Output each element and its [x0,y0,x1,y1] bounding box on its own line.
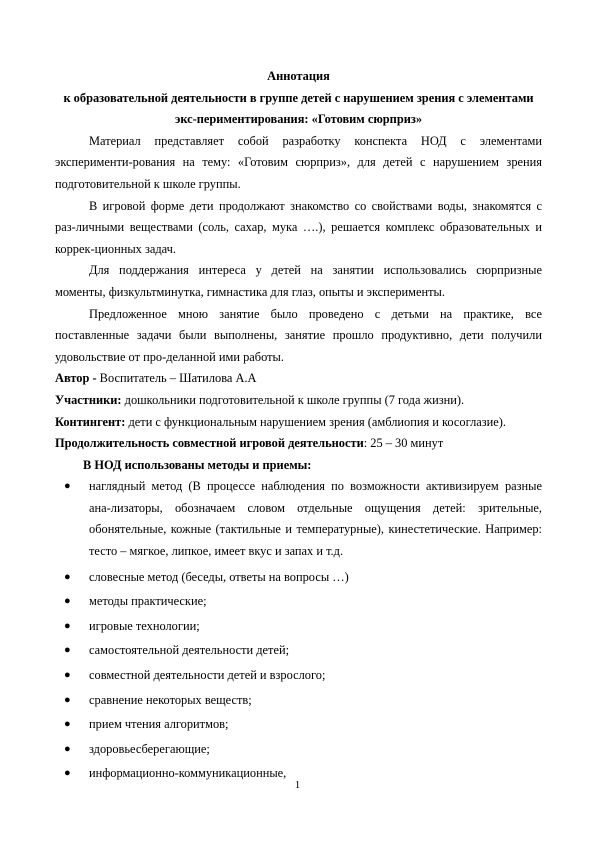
author-value: Воспитатель – Шатилова А.А [96,371,257,386]
bullet-icon: ● [64,570,71,583]
bullet-icon: ● [64,595,71,608]
participants-row [55,390,542,412]
contingent-row [55,412,542,434]
document-title: Аннотация [267,69,330,83]
bullet-icon: ● [64,669,71,682]
list-item-text: совместной деятельности детей и взрослого; [89,668,326,683]
bullet-icon: ● [64,619,71,632]
methods-list [55,476,542,785]
bullet-icon: ● [64,480,71,493]
duration-value: : 25 – 30 минут [363,436,444,451]
list-item [55,665,542,687]
paragraph-2: В игровой форме дети продолжают знакомство со свойствами воды, знакомятся с раз-личными веществами (соль, сахар, мука ….), решается комплекс образовательных и коррек-ционных задач. [55,198,542,256]
list-item-text: игровые технологии; [89,618,200,633]
list-item-text: прием чтения алгоритмов; [89,717,229,732]
list-item-text: сравнение некоторых веществ; [89,692,252,707]
bullet-icon: ● [64,718,71,731]
list-item [55,690,542,712]
duration-label: Продолжительность совместной игровой деятельности [55,436,364,451]
participants-label: Участники: [55,392,122,407]
bullet-icon: ● [64,767,71,780]
list-item-text: самостоятельной деятельности детей; [89,643,290,658]
page-number: 1 [294,779,301,791]
document-content [55,66,542,785]
bullet-icon: ● [64,742,71,755]
list-item-text: информационно-коммуникационные, [89,766,287,781]
paragraph-4: Предложенное мною занятие было проведено с детьми на практике, все поставленные задачи были выполнены, занятие прошло продуктивно, дети получили удовольствие от про-деланной ими работы. [55,306,542,364]
author-label: Автор - [55,371,97,386]
participants-value: дошкольники подготовительной к школе группы (7 года жизни). [121,392,465,407]
paragraph-1: Материал представляет собой разработку конспекта НОД с элементами эксперименти-рования на тему: «Готовим сюрприз», для детей с нарушением зрения подготовительной к школе группы. [55,133,542,191]
bullet-icon: ● [64,644,71,657]
list-item-text: словесные метод (беседы, ответы на вопросы …) [89,569,349,584]
list-item [55,476,542,562]
list-item [55,567,542,589]
paragraph-3: Для поддержания интереса у детей на занятии использовались сюрпризные моменты, физкультминутка, гимнастика для глаз, опыты и эксперименты. [55,263,542,299]
list-item-text: наглядный метод (В процессе наблюдения по возможности активизируем разные ана-лизаторы, обозначаем словом отдельные ощущения детей: зрительные, обонятельные, кожные (тактильные и температурные), кинестетические. Например: тесто – мягкое, липкое, имеет вкус и запах и т.д. [89,479,542,559]
contingent-value: дети с функциональным нарушением зрения (амблиопия и косоглазие). [125,414,507,429]
list-item [55,714,542,736]
author-row [55,368,542,390]
list-item [55,739,542,761]
list-item-text: здоровьесберегающие; [89,741,210,756]
list-item-text: методы практические; [89,594,207,609]
bullet-icon: ● [64,693,71,706]
list-item [55,640,542,662]
contingent-label: Контингент: [55,414,126,429]
duration-row [55,433,542,455]
list-item [55,616,542,638]
methods-heading: В НОД использованы методы и приемы: [83,457,312,472]
document-subtitle: к образовательной деятельности в группе детей с нарушением зрения с элементами экс-периментирования: «Готовим сюрприз» [63,90,534,127]
list-item [55,591,542,613]
